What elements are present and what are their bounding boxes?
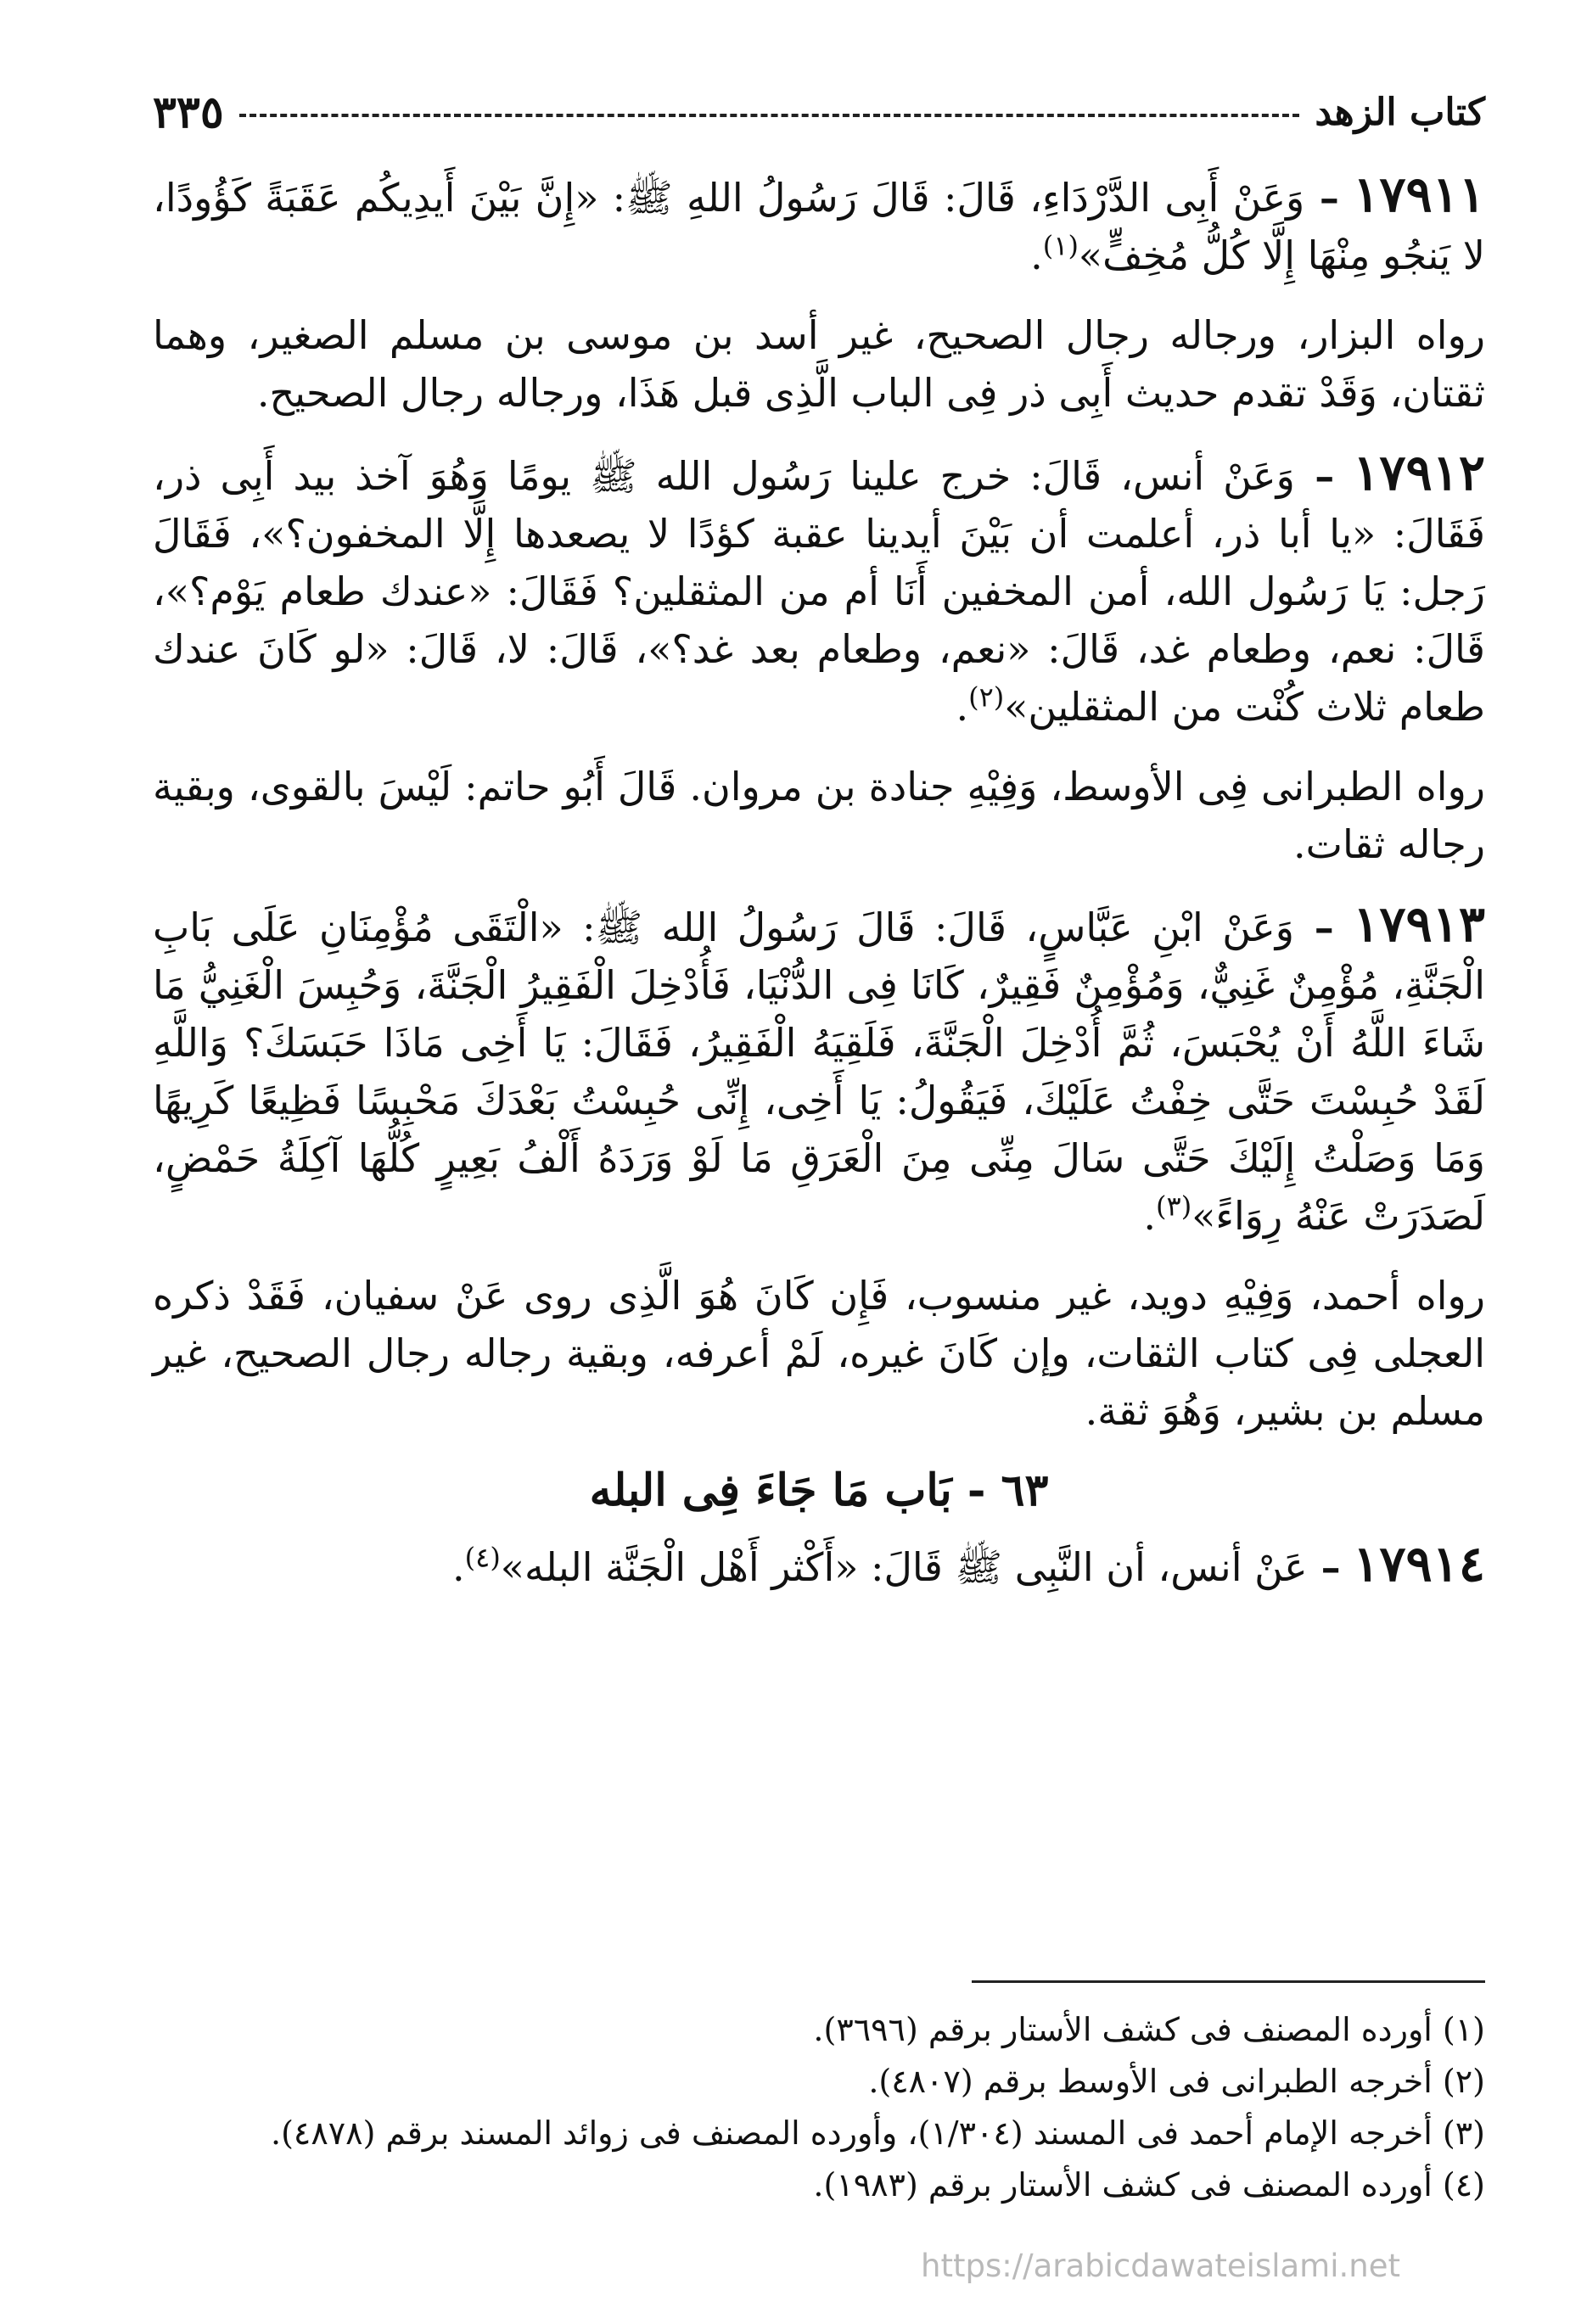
- chapter-heading: ٦٣ - بَاب مَا جَاءَ فِى البله: [589, 1464, 1049, 1516]
- dash-separator: –: [1293, 904, 1334, 950]
- hadith-17913: ١٧٩١٣ – وَعَنْ ابْنِ عَبَّاسٍ، قَالَ: قَالَ رَسُولُ الله ﷺ: «الْتَقَى مُؤْمِنَانِ عَلَى بَابِ الْجَنَّةِ، مُؤْمِنٌ غَنِيٌّ، وَمُؤْمِنٌ فَقِيرٌ، كَانَا فِى الدُّنْيَا، فَأُدْخِلَ الْفَقِيرُ الْجَنَّةَ، وَحُبِسَ الْغَنِيُّ مَا شَاءَ اللَّهُ أَنْ يُحْبَسَ، ثُمَّ أُدْخِلَ الْجَنَّةَ، فَلَقِيَهُ الْفَقِيرُ، فَقَالَ: يَا أَخِى مَاذَا حَبَسَكَ؟ وَاللَّهِ لَقَدْ حُبِسْتَ حَتَّى خِفْتُ عَلَيْكَ، فَيَقُولُ: يَا أَخِى، إِنِّى حُبِسْتُ بَعْدَكَ مَحْبِسًا فَظِيعًا كَرِيهًا وَمَا وَصَلْتُ إِلَيْكَ حَتَّى سَالَ مِنِّى مِنَ الْعَرَقِ مَا لَوْ وَرَدَهُ أَلْفُ بَعِيرٍ كُلُّهَا آكِلَةُ حَمْضٍ، لَصَدَرَتْ عَنْهُ رِوَاءً»$^{(٣)}$.: [153, 895, 1486, 1239]
- footnote-3: (٣) أخرجه الإمام أحمد فى المسند (١/٣٠٤)، وأورده المصنف فى زوائد المسند برقم (٤٨٧٨).: [271, 2114, 1485, 2152]
- dash-separator: –: [1304, 175, 1339, 221]
- dash-separator: –: [1307, 1544, 1341, 1590]
- footnote-rule: [972, 1980, 1485, 1983]
- hadith-17912: ١٧٩١٢ – وَعَنْ أنس، قَالَ: خرج علينا رَسُول الله ﷺ يومًا وَهُوَ آخذ بيد أَبِى ذر، فَقَالَ: «يا أبا ذر، أعلمت أن بَيْنَ أيدينا عقبة كؤدًا لا يصعدها إِلَّا المخفون؟»، فَقَالَ رَجل: يَا رَسُول الله، أمن المخفين أَنَا أم من المثقلين؟ فَقَالَ: «عندك طعام يَوْم؟»، قَالَ: نعم، وطعام غد، قَالَ: «نعم، وطعام بعد غد؟»، قَالَ: لا، قَالَ: «لو كَانَ عندك طعام ثلاث كُنْت من المثقلين»$^{(٢)}$.: [153, 444, 1486, 730]
- footnote-ref: (٣): [1156, 1190, 1192, 1223]
- footnote-1: (١) أورده المصنف فى كشف الأستار برقم (٣٦٩٦).: [813, 2011, 1485, 2048]
- grading-17911: رواه البزار، ورجاله رجال الصحيح، غير أسد بن موسى بن مسلم الصغير، وهما ثقتان، وَقَدْ تقدم حديث أَبِى ذر فِى الباب الَّذِى قبل هَذَا، ورجاله رجال الصحيح.: [153, 312, 1485, 416]
- hadith-text: وَعَنْ أَبِى الدَّرْدَاءِ، قَالَ: قَالَ رَسُولُ اللهِ ﷺ: «إِنَّ بَيْنَ أَيدِيكُم عَقَبَةً كَؤُودًا، لا يَنجُو مِنْهَا إِلَّا كُلُّ مُخِفٍّ»: [153, 175, 1485, 278]
- hadith-17911: ١٧٩١١ – وَعَنْ أَبِى الدَّرْدَاءِ، قَالَ: قَالَ رَسُولُ اللهِ ﷺ: «إِنَّ بَيْنَ أَيدِيكُم عَقَبَةً كَؤُودًا، لا يَنجُو مِنْهَا إِلَّا كُلُّ مُخِفٍّ»$^{(١)}$.: [153, 165, 1485, 278]
- hadith-number: ١٧٩١٢: [1353, 444, 1486, 501]
- hadith-number: ١٧٩١٤: [1353, 1535, 1485, 1593]
- header-rule: [239, 114, 1300, 117]
- hadith-text: وَعَنْ أنس، قَالَ: خرج علينا رَسُول الله ﷺ يومًا وَهُوَ آخذ بيد أَبِى ذر، فَقَالَ: «يا أبا ذر، أعلمت أن بَيْنَ أيدينا عقبة كؤدًا لا يصعدها إِلَّا المخفون؟»، فَقَالَ رَجل: يَا رَسُول الله، أمن المخفين أَنَا أم من المثقلين؟ فَقَالَ: «عندك طعام يَوْم؟»، قَالَ: نعم، وطعام غد، قَالَ: «نعم، وطعام بعد غد؟»، قَالَ: لا، قَالَ: «لو كَانَ عندك طعام ثلاث كُنْت من المثقلين»: [153, 453, 1485, 730]
- page-number: ٣٣٥: [153, 86, 224, 138]
- main-text: [153, 165, 1485, 1618]
- hadith-number: ١٧٩١٣: [1353, 895, 1486, 953]
- footnote-ref: (٤): [464, 1541, 501, 1574]
- footnote-4: (٤) أورده المصنف فى كشف الأستار برقم (١٩٨٣).: [813, 2166, 1485, 2204]
- hadith-17914: ١٧٩١٤ – عَنْ أنس، أن النَّبِى ﷺ قَالَ: «أَكْثر أَهْل الْجَنَّة البله»$^{(٤)}$.: [452, 1535, 1485, 1593]
- footnote-ref: (٢): [968, 680, 1005, 714]
- page-header: [153, 78, 1485, 146]
- grading-17912: رواه الطبرانى فِى الأوسط، وَفِيْهِ جنادة بن مروان. قَالَ أَبُو حاتم: لَيْسَ بالقوى، وبقية رجاله ثقات.: [153, 764, 1485, 867]
- hadith-text: عَنْ أنس، أن النَّبِى ﷺ قَالَ: «أَكْثر أَهْل الْجَنَّة البله»: [500, 1544, 1308, 1590]
- footnote-2: (٢) أخرجه الطبرانى فى الأوسط برقم (٤٨٠٧).: [868, 2063, 1485, 2100]
- running-title: كتاب الزهد: [1315, 90, 1485, 134]
- watermark-url: https://arabicdawateislami.net: [921, 2248, 1400, 2284]
- footnote-ref: (١): [1042, 229, 1079, 262]
- grading-17913: رواه أحمد، وَفِيْهِ دويد، غير منسوب، فَإِن كَانَ هُوَ الَّذِى روى عَنْ سفيان، فَقَدْ ذكره العجلى فِى كتاب الثقات، وإن كَانَ غيره، لَمْ أعرفه، وبقية رجاله رجال الصحيح، غير مسلم بن بشير، وَهُوَ ثقة.: [153, 1273, 1485, 1434]
- dash-separator: –: [1294, 453, 1335, 499]
- footnotes: [153, 2004, 1485, 2211]
- hadith-number: ١٧٩١١: [1353, 165, 1485, 223]
- hadith-text: وَعَنْ ابْنِ عَبَّاسٍ، قَالَ: قَالَ رَسُولُ الله ﷺ: «الْتَقَى مُؤْمِنَانِ عَلَى بَابِ الْجَنَّةِ، مُؤْمِنٌ غَنِيٌّ، وَمُؤْمِنٌ فَقِيرٌ، كَانَا فِى الدُّنْيَا، فَأُدْخِلَ الْفَقِيرُ الْجَنَّةَ، وَحُبِسَ الْغَنِيُّ مَا شَاءَ اللَّهُ أَنْ يُحْبَسَ، ثُمَّ أُدْخِلَ الْجَنَّةَ، فَلَقِيَهُ الْفَقِيرُ، فَقَالَ: يَا أَخِى مَاذَا حَبَسَكَ؟ وَاللَّهِ لَقَدْ حُبِسْتَ حَتَّى خِفْتُ عَلَيْكَ، فَيَقُولُ: يَا أَخِى، إِنِّى حُبِسْتُ بَعْدَكَ مَحْبِسًا فَظِيعًا كَرِيهًا وَمَا وَصَلْتُ إِلَيْكَ حَتَّى سَالَ مِنِّى مِنَ الْعَرَقِ مَا لَوْ وَرَدَهُ أَلْفُ بَعِيرٍ كُلُّهَا آكِلَةُ حَمْضٍ، لَصَدَرَتْ عَنْهُ رِوَاءً»: [153, 904, 1485, 1239]
